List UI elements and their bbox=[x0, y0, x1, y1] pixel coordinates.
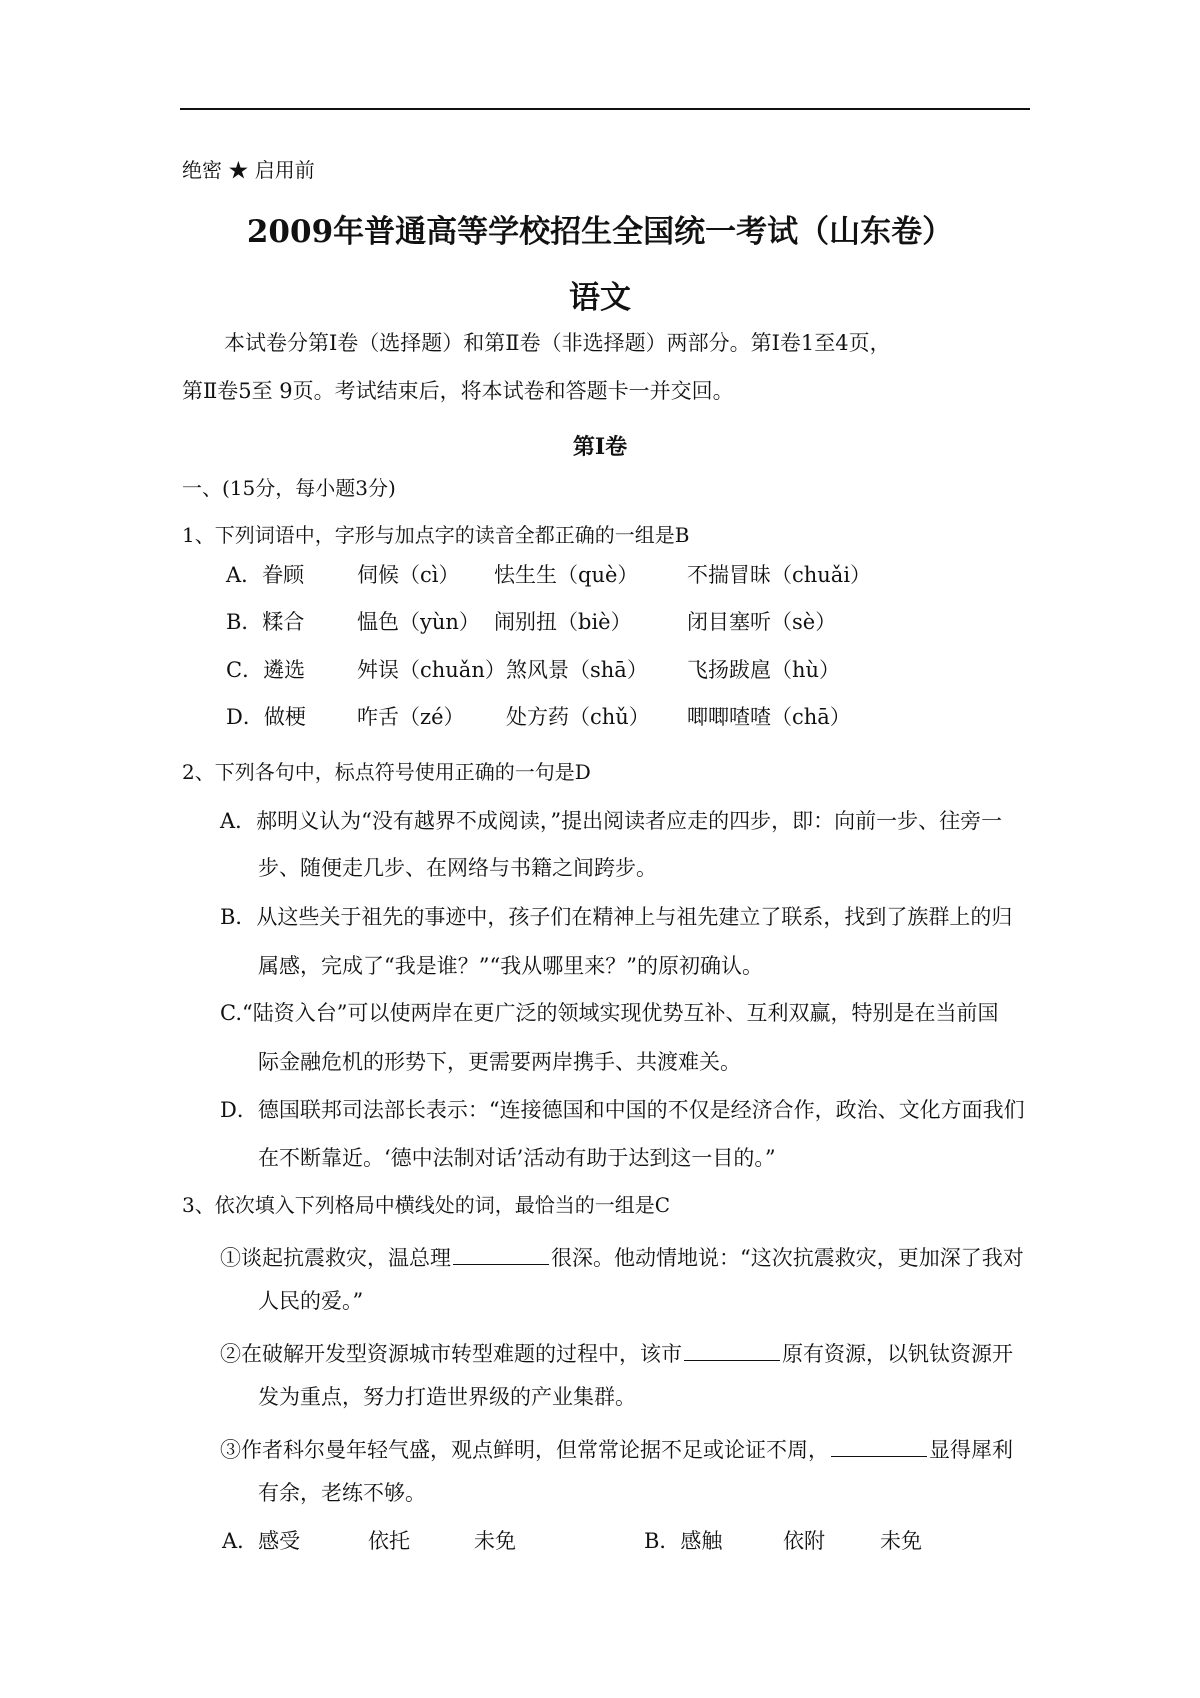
q3-stem: 3、依次填入下列格局中横线处的词，最恰当的一组是C bbox=[182, 1193, 671, 1217]
q2-option-c-line1: C.“陆资入台”可以使两岸在更广泛的领域实现优势互补、互利双赢，特别是在当前国 bbox=[220, 1001, 999, 1025]
q1-option-a-word3: 怯生生（què） bbox=[494, 563, 639, 587]
q1-option-d-word2: 咋舌（zé） bbox=[357, 705, 465, 729]
secret-label: 绝密 ★ 启用前 bbox=[182, 158, 315, 182]
q3-sentence-2-cont: 发为重点，努力打造世界级的产业集群。 bbox=[258, 1385, 636, 1409]
q1-option-a-term: A．眷顾 bbox=[226, 563, 305, 587]
q3-blank-3 bbox=[831, 1435, 927, 1457]
q3-sentence-1-cont: 人民的爱。” bbox=[258, 1289, 364, 1313]
q2-option-d-line1: D．德国联邦司法部长表示：“连接德国和中国的不仅是经济合作，政治、文化方面我们 bbox=[220, 1098, 1025, 1122]
q3-option-b-word3: 未免 bbox=[880, 1529, 922, 1553]
q3-sentence-2 bbox=[220, 1339, 1013, 1365]
q1-option-b-word3: 闹别扭（biè） bbox=[494, 610, 632, 634]
q1-option-b-term: B．糅合 bbox=[226, 610, 305, 634]
q2-option-c-line2: 际金融危机的形势下，更需要两岸携手、共渡难关。 bbox=[258, 1050, 741, 1074]
q2-option-d-line2: 在不断靠近。‘德中法制对话’活动有助于达到这一目的。” bbox=[258, 1146, 776, 1170]
q1-option-c-word3: 煞风景（shā） bbox=[506, 658, 648, 682]
q2-option-b-line1: B．从这些关于祖先的事迹中，孩子们在精神上与祖先建立了联系，找到了族群上的归 bbox=[220, 905, 1013, 929]
q2-stem: 2、下列各句中，标点符号使用正确的一句是D bbox=[182, 760, 591, 784]
q1-option-a-word2: 伺候（cì） bbox=[357, 563, 460, 587]
q2-option-b-line2: 属感，完成了“我是谁？”“我从哪里来？”的原初确认。 bbox=[258, 954, 763, 978]
q3-s3-pre: ③作者科尔曼年轻气盛，观点鲜明，但常常论据不足或论证不周， bbox=[220, 1438, 829, 1462]
q3-s1-pre: ①谈起抗震救灾，温总理 bbox=[220, 1246, 451, 1270]
q3-sentence-3-cont: 有余，老练不够。 bbox=[258, 1481, 426, 1505]
q1-stem: 1、下列词语中，字形与加点字的读音全都正确的一组是B bbox=[182, 523, 690, 547]
q1-option-d-word4: 唧唧喳喳（chā） bbox=[687, 705, 851, 729]
q3-blank-2 bbox=[684, 1339, 780, 1361]
q3-option-b-label: B．感触 bbox=[644, 1529, 723, 1553]
q3-option-a-label: A．感受 bbox=[222, 1529, 301, 1553]
part1-title: 第Ⅰ卷 bbox=[572, 434, 628, 460]
q3-s2-post: 原有资源，以钒钛资源开 bbox=[782, 1342, 1013, 1366]
intro-line-2: 第Ⅱ卷5至 9页。考试结束后，将本试卷和答题卡一并交回。 bbox=[182, 379, 734, 403]
q3-s3-post: 显得犀利 bbox=[929, 1438, 1013, 1462]
q1-option-c-word2: 舛误（chuǎn） bbox=[357, 658, 506, 682]
section-heading: 一、(15分，每小题3分) bbox=[182, 476, 396, 500]
q2-option-a-line2: 步、随便走几步、在网络与书籍之间跨步。 bbox=[258, 856, 657, 880]
q3-s2-pre: ②在破解开发型资源城市转型难题的过程中，该市 bbox=[220, 1342, 682, 1366]
q3-sentence-3 bbox=[220, 1435, 1013, 1461]
q3-blank-1 bbox=[453, 1243, 549, 1265]
q1-option-d-word3: 处方药（chǔ） bbox=[506, 705, 650, 729]
q2-option-a-line1: A．郝明义认为“没有越界不成阅读，”提出阅读者应走的四步，即：向前一步、往旁一 bbox=[220, 809, 1003, 833]
q1-option-b-word4: 闭目塞听（sè） bbox=[687, 610, 837, 634]
q3-s1-post: 很深。他动情地说：“这次抗震救灾，更加深了我对 bbox=[551, 1246, 1024, 1270]
intro-line-1: 本试卷分第Ⅰ卷（选择题）和第Ⅱ卷（非选择题）两部分。第Ⅰ卷1至4页， bbox=[224, 331, 891, 355]
q1-option-c-term: C．遴选 bbox=[226, 658, 306, 682]
q1-option-d-term: D．做梗 bbox=[226, 705, 306, 729]
q3-option-a-word2: 依托 bbox=[368, 1529, 410, 1553]
q1-option-c-word4: 飞扬跋扈（hù） bbox=[687, 658, 841, 682]
q1-option-b-word2: 愠色（yùn） bbox=[357, 610, 480, 634]
exam-title: 2009年普通高等学校招生全国统一考试（山东卷） bbox=[246, 214, 954, 250]
header-rule bbox=[180, 108, 1030, 110]
q3-sentence-1 bbox=[220, 1243, 1024, 1269]
q1-option-a-word4: 不揣冒昧（chuǎi） bbox=[687, 563, 872, 587]
q3-option-b-word2: 依附 bbox=[783, 1529, 825, 1553]
q3-option-a-word3: 未免 bbox=[474, 1529, 516, 1553]
subject-title: 语文 bbox=[569, 280, 631, 316]
